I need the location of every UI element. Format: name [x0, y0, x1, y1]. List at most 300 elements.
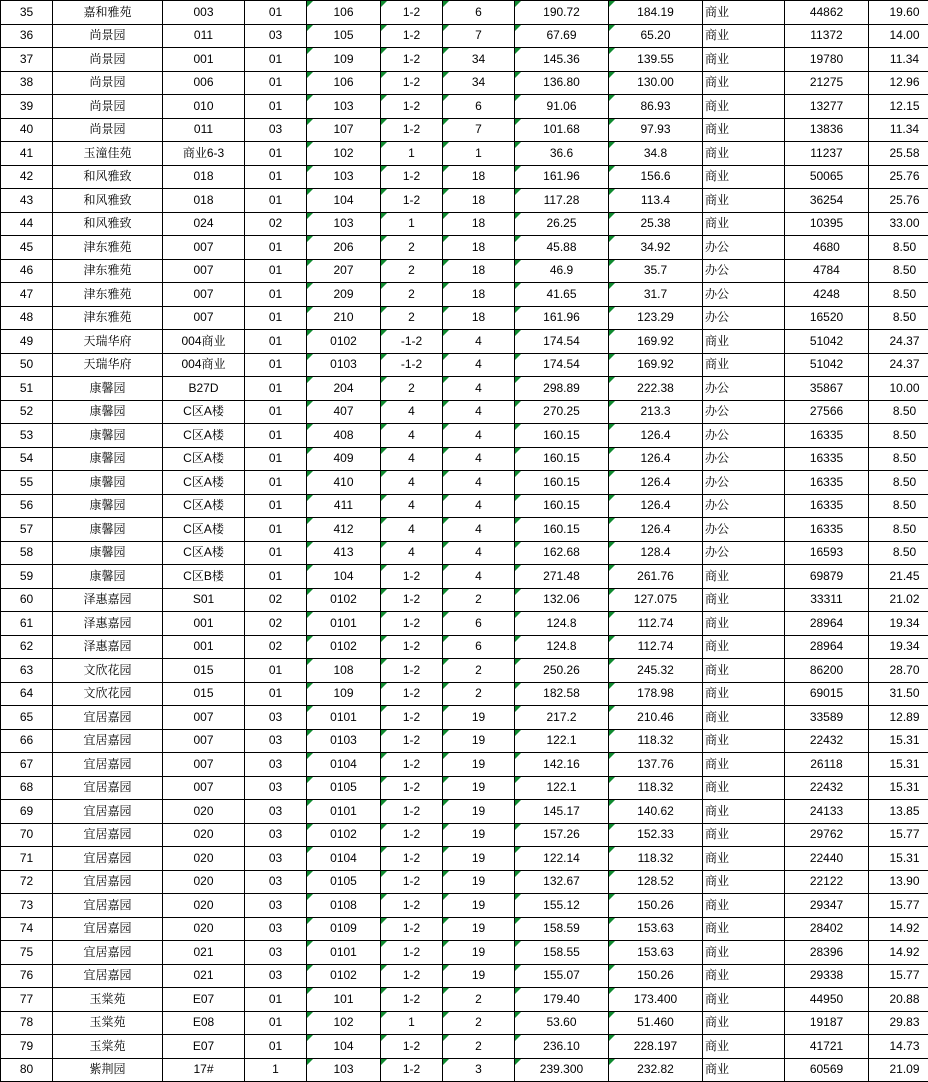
cell-inner-area: 128.4 — [609, 541, 703, 565]
cell-build-area: 217.2 — [515, 706, 609, 730]
cell-inner-area: 152.33 — [609, 823, 703, 847]
cell-count: 4 — [443, 471, 515, 495]
cell-floor: 1-2 — [381, 682, 443, 706]
cell-index: 61 — [1, 612, 53, 636]
cell-price: 8.50 — [869, 236, 928, 260]
cell-inner-area: 139.55 — [609, 48, 703, 72]
cell-price: 21.09 — [869, 1058, 928, 1082]
cell-room: 0103 — [307, 729, 381, 753]
cell-unit: 01 — [245, 471, 307, 495]
cell-floor: 4 — [381, 541, 443, 565]
cell-build-area: 41.65 — [515, 283, 609, 307]
cell-unit: 03 — [245, 776, 307, 800]
cell-inner-area: 184.19 — [609, 1, 703, 25]
cell-use: 商业 — [703, 142, 785, 166]
cell-floor: 2 — [381, 283, 443, 307]
cell-project: 康馨园 — [53, 400, 163, 424]
cell-unit: 01 — [245, 259, 307, 283]
cell-use: 商业 — [703, 917, 785, 941]
cell-unit: 01 — [245, 447, 307, 471]
cell-count: 6 — [443, 635, 515, 659]
cell-use: 办公 — [703, 306, 785, 330]
cell-room: 103 — [307, 1058, 381, 1082]
cell-total: 16520 — [785, 306, 869, 330]
cell-floor: 4 — [381, 400, 443, 424]
table-row — [1, 612, 928, 636]
cell-use: 商业 — [703, 635, 785, 659]
cell-inner-area: 97.93 — [609, 118, 703, 142]
cell-total: 69879 — [785, 565, 869, 589]
cell-count: 4 — [443, 541, 515, 565]
cell-build-area: 155.12 — [515, 894, 609, 918]
cell-total: 22122 — [785, 870, 869, 894]
cell-build-area: 250.26 — [515, 659, 609, 683]
cell-inner-area: 153.63 — [609, 941, 703, 965]
cell-index: 74 — [1, 917, 53, 941]
cell-use: 商业 — [703, 894, 785, 918]
cell-price: 33.00 — [869, 212, 928, 236]
cell-inner-area: 232.82 — [609, 1058, 703, 1082]
cell-use: 商业 — [703, 212, 785, 236]
cell-room: 0101 — [307, 941, 381, 965]
cell-use: 办公 — [703, 400, 785, 424]
cell-price: 8.50 — [869, 541, 928, 565]
cell-count: 19 — [443, 847, 515, 871]
cell-inner-area: 126.4 — [609, 494, 703, 518]
table-row — [1, 964, 928, 988]
table-row — [1, 283, 928, 307]
cell-unit: 01 — [245, 353, 307, 377]
cell-building: B27D — [163, 377, 245, 401]
cell-use: 商业 — [703, 870, 785, 894]
cell-index: 66 — [1, 729, 53, 753]
cell-use: 商业 — [703, 48, 785, 72]
cell-build-area: 298.89 — [515, 377, 609, 401]
cell-room: 108 — [307, 659, 381, 683]
cell-count: 19 — [443, 870, 515, 894]
cell-unit: 01 — [245, 494, 307, 518]
cell-inner-area: 213.3 — [609, 400, 703, 424]
cell-project: 宜居嘉园 — [53, 753, 163, 777]
cell-price: 29.83 — [869, 1011, 928, 1035]
cell-floor: 1-2 — [381, 71, 443, 95]
cell-count: 2 — [443, 682, 515, 706]
cell-unit: 01 — [245, 142, 307, 166]
cell-project: 宜居嘉园 — [53, 706, 163, 730]
cell-index: 72 — [1, 870, 53, 894]
cell-building: C区A楼 — [163, 541, 245, 565]
cell-unit: 03 — [245, 870, 307, 894]
cell-inner-area: 245.32 — [609, 659, 703, 683]
cell-index: 58 — [1, 541, 53, 565]
cell-unit: 03 — [245, 894, 307, 918]
cell-building: 020 — [163, 823, 245, 847]
cell-count: 7 — [443, 24, 515, 48]
cell-total: 22432 — [785, 729, 869, 753]
cell-room: 104 — [307, 565, 381, 589]
cell-building: C区A楼 — [163, 494, 245, 518]
cell-unit: 03 — [245, 24, 307, 48]
cell-floor: 1-2 — [381, 894, 443, 918]
cell-building: 024 — [163, 212, 245, 236]
cell-project: 康馨园 — [53, 424, 163, 448]
cell-room: 410 — [307, 471, 381, 495]
cell-inner-area: 25.38 — [609, 212, 703, 236]
cell-room: 0108 — [307, 894, 381, 918]
cell-building: 004商业 — [163, 330, 245, 354]
cell-build-area: 160.15 — [515, 518, 609, 542]
cell-building: E07 — [163, 1035, 245, 1059]
cell-index: 44 — [1, 212, 53, 236]
table-row — [1, 847, 928, 871]
cell-total: 36254 — [785, 189, 869, 213]
cell-unit: 02 — [245, 588, 307, 612]
cell-count: 18 — [443, 259, 515, 283]
cell-price: 13.90 — [869, 870, 928, 894]
cell-floor: 1-2 — [381, 800, 443, 824]
table-row — [1, 659, 928, 683]
cell-room: 104 — [307, 1035, 381, 1059]
cell-inner-area: 153.63 — [609, 917, 703, 941]
table-row — [1, 870, 928, 894]
cell-inner-area: 222.38 — [609, 377, 703, 401]
cell-building: 007 — [163, 259, 245, 283]
cell-count: 19 — [443, 941, 515, 965]
cell-total: 24133 — [785, 800, 869, 824]
cell-unit: 01 — [245, 48, 307, 72]
cell-index: 73 — [1, 894, 53, 918]
cell-index: 56 — [1, 494, 53, 518]
cell-total: 4248 — [785, 283, 869, 307]
cell-floor: 1-2 — [381, 847, 443, 871]
cell-count: 2 — [443, 588, 515, 612]
cell-count: 7 — [443, 118, 515, 142]
cell-building: C区B楼 — [163, 565, 245, 589]
cell-count: 34 — [443, 71, 515, 95]
cell-unit: 01 — [245, 400, 307, 424]
cell-price: 12.89 — [869, 706, 928, 730]
cell-index: 43 — [1, 189, 53, 213]
cell-project: 玉棠苑 — [53, 988, 163, 1012]
cell-inner-area: 169.92 — [609, 353, 703, 377]
cell-total: 26118 — [785, 753, 869, 777]
cell-use: 办公 — [703, 236, 785, 260]
table-row — [1, 424, 928, 448]
cell-project: 宜居嘉园 — [53, 823, 163, 847]
cell-building: 007 — [163, 753, 245, 777]
cell-building: 007 — [163, 236, 245, 260]
cell-build-area: 160.15 — [515, 494, 609, 518]
cell-building: 003 — [163, 1, 245, 25]
table-row — [1, 165, 928, 189]
cell-project: 尚景园 — [53, 95, 163, 119]
cell-project: 康馨园 — [53, 471, 163, 495]
cell-index: 67 — [1, 753, 53, 777]
cell-index: 37 — [1, 48, 53, 72]
cell-room: 0102 — [307, 964, 381, 988]
cell-room: 0102 — [307, 635, 381, 659]
cell-price: 19.60 — [869, 1, 928, 25]
cell-unit: 03 — [245, 118, 307, 142]
table-row — [1, 471, 928, 495]
cell-build-area: 45.88 — [515, 236, 609, 260]
cell-unit: 01 — [245, 283, 307, 307]
cell-room: 411 — [307, 494, 381, 518]
cell-index: 59 — [1, 565, 53, 589]
cell-project: 尚景园 — [53, 71, 163, 95]
cell-unit: 03 — [245, 706, 307, 730]
cell-project: 泽惠嘉园 — [53, 635, 163, 659]
cell-build-area: 160.15 — [515, 471, 609, 495]
cell-project: 尚景园 — [53, 24, 163, 48]
cell-building: 020 — [163, 917, 245, 941]
cell-price: 31.50 — [869, 682, 928, 706]
cell-project: 宜居嘉园 — [53, 800, 163, 824]
cell-total: 29347 — [785, 894, 869, 918]
cell-floor: -1-2 — [381, 353, 443, 377]
cell-count: 4 — [443, 353, 515, 377]
cell-use: 办公 — [703, 447, 785, 471]
cell-building: 020 — [163, 847, 245, 871]
cell-use: 商业 — [703, 95, 785, 119]
cell-building: 020 — [163, 894, 245, 918]
cell-index: 49 — [1, 330, 53, 354]
cell-total: 13277 — [785, 95, 869, 119]
table-row — [1, 729, 928, 753]
cell-build-area: 158.55 — [515, 941, 609, 965]
cell-total: 86200 — [785, 659, 869, 683]
cell-total: 33589 — [785, 706, 869, 730]
cell-total: 16593 — [785, 541, 869, 565]
cell-use: 办公 — [703, 471, 785, 495]
cell-count: 34 — [443, 48, 515, 72]
cell-build-area: 53.60 — [515, 1011, 609, 1035]
cell-build-area: 174.54 — [515, 330, 609, 354]
cell-index: 76 — [1, 964, 53, 988]
cell-price: 8.50 — [869, 306, 928, 330]
cell-price: 25.76 — [869, 189, 928, 213]
cell-price: 15.77 — [869, 964, 928, 988]
cell-count: 18 — [443, 236, 515, 260]
cell-unit: 01 — [245, 1035, 307, 1059]
cell-price: 14.92 — [869, 917, 928, 941]
cell-count: 18 — [443, 283, 515, 307]
cell-floor: 1-2 — [381, 1, 443, 25]
cell-building: 商业6-3 — [163, 142, 245, 166]
cell-room: 103 — [307, 212, 381, 236]
cell-room: 103 — [307, 165, 381, 189]
cell-floor: 1-2 — [381, 776, 443, 800]
cell-unit: 03 — [245, 729, 307, 753]
cell-total: 51042 — [785, 330, 869, 354]
cell-building: S01 — [163, 588, 245, 612]
cell-floor: 1-2 — [381, 48, 443, 72]
cell-floor: 1 — [381, 142, 443, 166]
cell-index: 38 — [1, 71, 53, 95]
cell-index: 47 — [1, 283, 53, 307]
cell-inner-area: 112.74 — [609, 635, 703, 659]
cell-floor: 1 — [381, 212, 443, 236]
cell-building: 021 — [163, 941, 245, 965]
cell-room: 409 — [307, 447, 381, 471]
cell-price: 15.31 — [869, 776, 928, 800]
cell-count: 18 — [443, 212, 515, 236]
cell-room: 107 — [307, 118, 381, 142]
cell-count: 18 — [443, 165, 515, 189]
table-row — [1, 142, 928, 166]
cell-count: 19 — [443, 800, 515, 824]
table-row — [1, 706, 928, 730]
cell-count: 2 — [443, 988, 515, 1012]
cell-price: 14.00 — [869, 24, 928, 48]
cell-total: 44950 — [785, 988, 869, 1012]
cell-project: 天瑞华府 — [53, 330, 163, 354]
cell-total: 11237 — [785, 142, 869, 166]
cell-index: 54 — [1, 447, 53, 471]
cell-price: 8.50 — [869, 283, 928, 307]
cell-room: 0104 — [307, 847, 381, 871]
cell-unit: 01 — [245, 682, 307, 706]
cell-count: 2 — [443, 659, 515, 683]
cell-use: 商业 — [703, 118, 785, 142]
cell-price: 15.31 — [869, 753, 928, 777]
cell-project: 康馨园 — [53, 377, 163, 401]
cell-floor: 1-2 — [381, 964, 443, 988]
cell-unit: 03 — [245, 823, 307, 847]
table-body — [1, 1, 928, 1082]
cell-room: 101 — [307, 988, 381, 1012]
cell-room: 413 — [307, 541, 381, 565]
cell-count: 19 — [443, 729, 515, 753]
cell-building: 020 — [163, 870, 245, 894]
cell-floor: 1-2 — [381, 24, 443, 48]
cell-index: 77 — [1, 988, 53, 1012]
cell-count: 19 — [443, 823, 515, 847]
cell-count: 2 — [443, 1011, 515, 1035]
cell-project: 尚景园 — [53, 118, 163, 142]
cell-inner-area: 126.4 — [609, 424, 703, 448]
cell-building: E07 — [163, 988, 245, 1012]
table-row — [1, 447, 928, 471]
cell-building: 021 — [163, 964, 245, 988]
cell-index: 71 — [1, 847, 53, 871]
cell-floor: 1-2 — [381, 988, 443, 1012]
table-row — [1, 71, 928, 95]
cell-room: 0102 — [307, 823, 381, 847]
cell-inner-area: 228.197 — [609, 1035, 703, 1059]
cell-floor: 1-2 — [381, 565, 443, 589]
cell-use: 商业 — [703, 1058, 785, 1082]
cell-inner-area: 112.74 — [609, 612, 703, 636]
table-row — [1, 189, 928, 213]
cell-price: 24.37 — [869, 330, 928, 354]
cell-build-area: 236.10 — [515, 1035, 609, 1059]
cell-use: 商业 — [703, 800, 785, 824]
table-row — [1, 24, 928, 48]
cell-index: 41 — [1, 142, 53, 166]
cell-total: 16335 — [785, 518, 869, 542]
cell-index: 51 — [1, 377, 53, 401]
cell-inner-area: 261.76 — [609, 565, 703, 589]
cell-project: 紫荆园 — [53, 1058, 163, 1082]
cell-inner-area: 86.93 — [609, 95, 703, 119]
cell-room: 0101 — [307, 612, 381, 636]
cell-floor: 1-2 — [381, 917, 443, 941]
table-row — [1, 753, 928, 777]
cell-use: 办公 — [703, 259, 785, 283]
cell-total: 22440 — [785, 847, 869, 871]
table-row — [1, 306, 928, 330]
cell-room: 0105 — [307, 776, 381, 800]
cell-use: 商业 — [703, 612, 785, 636]
cell-inner-area: 127.075 — [609, 588, 703, 612]
cell-count: 4 — [443, 565, 515, 589]
cell-price: 28.70 — [869, 659, 928, 683]
cell-room: 204 — [307, 377, 381, 401]
table-row — [1, 800, 928, 824]
cell-inner-area: 150.26 — [609, 964, 703, 988]
cell-inner-area: 118.32 — [609, 776, 703, 800]
cell-building: 17# — [163, 1058, 245, 1082]
table-row — [1, 353, 928, 377]
cell-price: 19.34 — [869, 612, 928, 636]
cell-unit: 01 — [245, 95, 307, 119]
cell-room: 210 — [307, 306, 381, 330]
table-row — [1, 941, 928, 965]
cell-building: 011 — [163, 24, 245, 48]
cell-price: 21.45 — [869, 565, 928, 589]
cell-total: 44862 — [785, 1, 869, 25]
cell-room: 0101 — [307, 706, 381, 730]
cell-unit: 1 — [245, 1058, 307, 1082]
cell-project: 文欣花园 — [53, 682, 163, 706]
cell-building: 001 — [163, 612, 245, 636]
cell-count: 2 — [443, 1035, 515, 1059]
cell-total: 19780 — [785, 48, 869, 72]
table-row — [1, 377, 928, 401]
cell-count: 19 — [443, 706, 515, 730]
cell-inner-area: 210.46 — [609, 706, 703, 730]
cell-total: 16335 — [785, 494, 869, 518]
cell-total: 16335 — [785, 424, 869, 448]
cell-room: 408 — [307, 424, 381, 448]
cell-building: 007 — [163, 776, 245, 800]
cell-price: 25.58 — [869, 142, 928, 166]
cell-build-area: 132.06 — [515, 588, 609, 612]
cell-price: 14.92 — [869, 941, 928, 965]
cell-use: 商业 — [703, 847, 785, 871]
table-row — [1, 236, 928, 260]
cell-room: 106 — [307, 1, 381, 25]
cell-build-area: 239.300 — [515, 1058, 609, 1082]
cell-project: 泽惠嘉园 — [53, 612, 163, 636]
cell-price: 8.50 — [869, 400, 928, 424]
cell-floor: 1-2 — [381, 1058, 443, 1082]
cell-index: 42 — [1, 165, 53, 189]
cell-price: 8.50 — [869, 259, 928, 283]
cell-build-area: 122.14 — [515, 847, 609, 871]
cell-building: E08 — [163, 1011, 245, 1035]
cell-index: 80 — [1, 1058, 53, 1082]
cell-price: 13.85 — [869, 800, 928, 824]
cell-project: 宜居嘉园 — [53, 917, 163, 941]
cell-price: 10.00 — [869, 377, 928, 401]
cell-room: 109 — [307, 682, 381, 706]
cell-unit: 01 — [245, 236, 307, 260]
cell-room: 104 — [307, 189, 381, 213]
cell-unit: 01 — [245, 1, 307, 25]
cell-index: 53 — [1, 424, 53, 448]
